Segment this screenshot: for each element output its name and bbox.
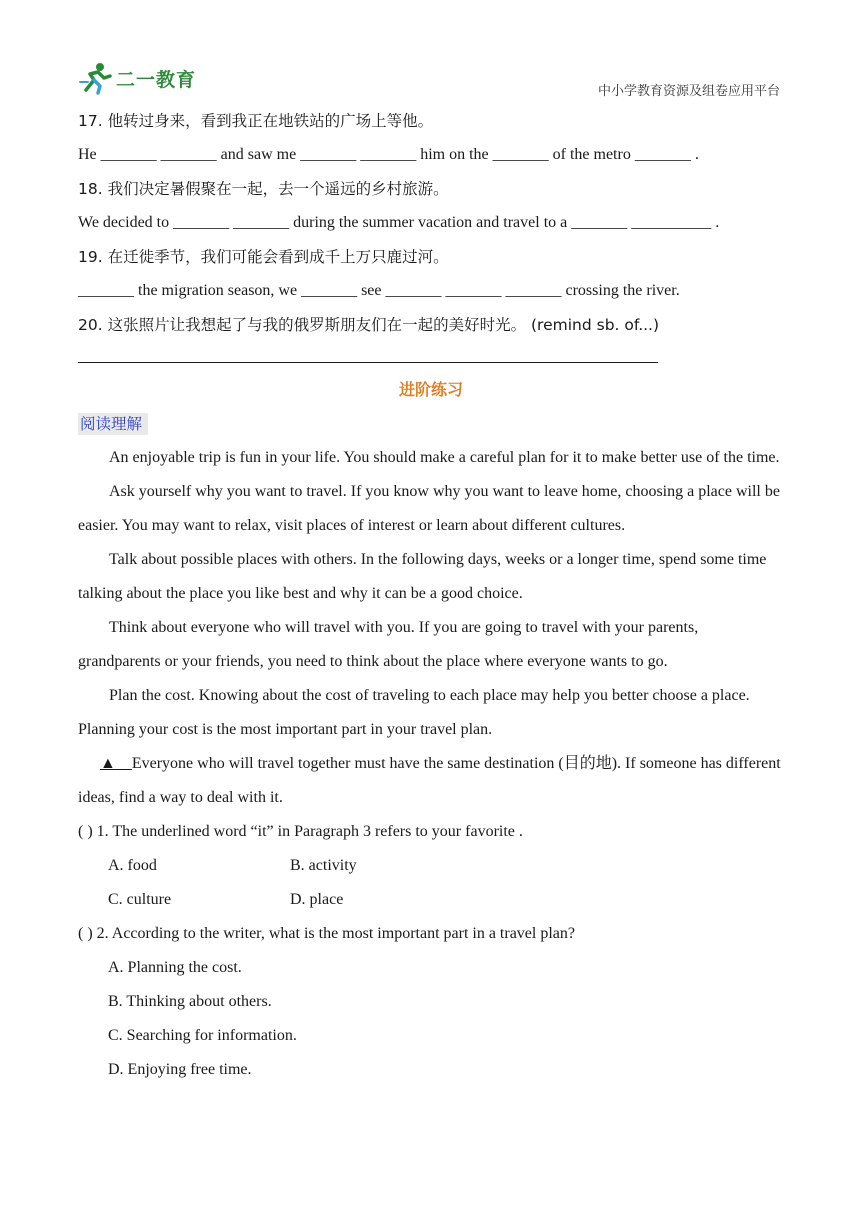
question-1-option-c: C. culture bbox=[108, 891, 172, 908]
question-17-answer: He _______ _______ and saw me _______ _______ him on the _______ of the metro _______ . bbox=[78, 146, 699, 163]
page-header bbox=[0, 0, 860, 110]
passage-paragraph-6-text: Everyone who will travel together must have the same destination (目的地). If someone has different ideas, find a way to deal with it. bbox=[78, 755, 781, 806]
question-1-option-b: B. activity bbox=[290, 857, 357, 874]
question-2-option-a: A. Planning the cost. bbox=[108, 959, 242, 976]
question-1-stem: ( ) 1. The underlined word “it” in Paragraph 3 refers to your favorite . bbox=[78, 823, 523, 840]
platform-label: 中小学教育资源及组卷应用平台 bbox=[597, 84, 780, 99]
question-2-option-b: B. Thinking about others. bbox=[108, 993, 272, 1010]
section-title: 进阶练习 bbox=[398, 380, 463, 399]
document-body bbox=[78, 104, 784, 1087]
question-19-answer: _______ the migration season, we _______ see _______ _______ _______ crossing the river. bbox=[78, 282, 680, 299]
passage-paragraph-2: Ask yourself why you want to travel. If you know why you want to leave home, choosing a place will be easier. You may want to relax, visit places of interest or learn about different cultures. bbox=[78, 483, 780, 534]
question-2-option-d: D. Enjoying free time. bbox=[108, 1061, 252, 1078]
question-17-prompt: 17. 他转过身来，看到我正在地铁站的广场上等他。 bbox=[78, 112, 434, 130]
reading-tag: 阅读理解 bbox=[78, 413, 148, 435]
question-1-option-a: A. food bbox=[108, 857, 157, 874]
question-20-prompt: 20. 这张照片让我想起了与我的俄罗斯朋友们在一起的美好时光。 (remind sb. of...) bbox=[78, 316, 660, 334]
logo bbox=[78, 60, 196, 96]
question-19-prompt: 19. 在迁徙季节，我们可能会看到成千上万只鹿过河。 bbox=[78, 248, 449, 266]
question-2-option-c: C. Searching for information. bbox=[108, 1027, 297, 1044]
passage-paragraph-6 bbox=[78, 747, 784, 815]
question-18-answer: We decided to _______ _______ during the summer vacation and travel to a _______ __________ . bbox=[78, 214, 720, 231]
passage-paragraph-5: Plan the cost. Knowing about the cost of traveling to each place may help you better choose a place. Planning your cost is the most important part in your travel plan. bbox=[78, 687, 750, 738]
blank-triangle-mark: ▲ bbox=[100, 755, 116, 772]
logo-text: 二一教育 bbox=[116, 68, 197, 91]
passage-paragraph-4: Think about everyone who will travel with you. If you are going to travel with your parents, grandparents or your friends, you need to think about the place where everyone wants to go. bbox=[78, 619, 699, 670]
question-1-options-row-1 bbox=[78, 849, 784, 883]
question-1-options-row-2 bbox=[78, 883, 784, 917]
question-1-option-d: D. place bbox=[290, 891, 344, 908]
running-man-icon bbox=[78, 60, 114, 96]
passage-paragraph-3: Talk about possible places with others. In the following days, weeks or a longer time, spend some time talking about the place you like best and why it can be a good choice. bbox=[78, 551, 767, 602]
question-2-stem: ( ) 2. According to the writer, what is the most important part in a travel plan? bbox=[78, 925, 575, 942]
question-18-prompt: 18. 我们决定暑假聚在一起，去一个遥远的乡村旅游。 bbox=[78, 180, 449, 198]
passage-paragraph-1: An enjoyable trip is fun in your life. You should make a careful plan for it to make better use of the time. bbox=[109, 449, 780, 466]
answer-line bbox=[78, 342, 658, 363]
